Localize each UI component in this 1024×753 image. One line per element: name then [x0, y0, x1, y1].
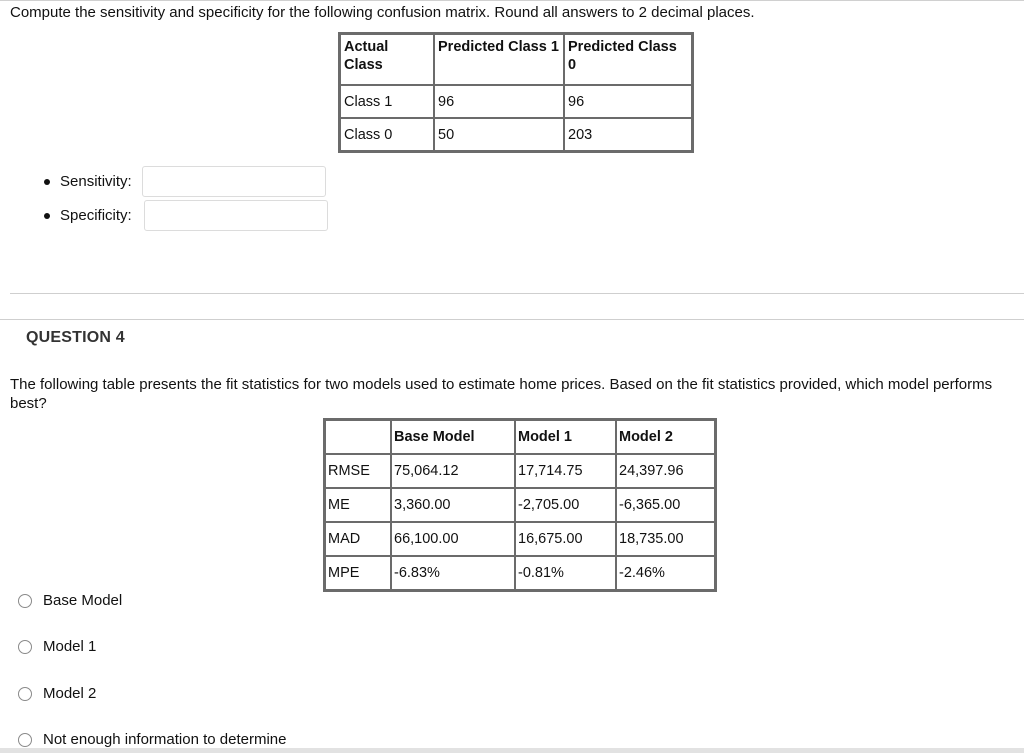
sensitivity-input[interactable] — [142, 166, 326, 197]
fit-row-rmse — [325, 454, 715, 488]
fit-cell: 24,397.96 — [616, 454, 715, 488]
radio-button[interactable] — [18, 733, 32, 747]
section-divider — [10, 293, 1024, 294]
fit-cell: -2,705.00 — [515, 488, 616, 522]
fit-cell: -2.46% — [616, 556, 715, 590]
fit-header-model-1: Model 1 — [515, 420, 616, 454]
radio-button[interactable] — [18, 687, 32, 701]
fit-cell: 3,360.00 — [391, 488, 515, 522]
cm-row — [340, 118, 692, 151]
option-label[interactable]: Not enough information to determine — [43, 731, 287, 748]
fit-cell: -0.81% — [515, 556, 616, 590]
cm-cell: 50 — [434, 118, 564, 151]
fit-cell: MPE — [325, 556, 391, 590]
fit-cell: 75,064.12 — [391, 454, 515, 488]
fit-header-blank — [325, 420, 391, 454]
bullet — [44, 179, 50, 185]
fit-cell: ME — [325, 488, 391, 522]
fit-row-mpe — [325, 556, 715, 590]
question4-title: QUESTION 4 — [26, 329, 125, 346]
option-label[interactable]: Base Model — [43, 592, 123, 609]
cm-cell: 96 — [434, 85, 564, 118]
fit-cell: 17,714.75 — [515, 454, 616, 488]
fit-row-me — [325, 488, 715, 522]
cm-cell: Class 1 — [340, 85, 434, 118]
cm-cell: Class 0 — [340, 118, 434, 151]
radio-button[interactable] — [18, 594, 32, 608]
radio-button[interactable] — [18, 640, 32, 654]
fit-cell: 66,100.00 — [391, 522, 515, 556]
cm-row — [340, 85, 692, 118]
bullet — [44, 213, 50, 219]
fit-cell: MAD — [325, 522, 391, 556]
cm-header-predicted-class-0: Predicted Class 0 — [564, 34, 692, 85]
top-divider — [0, 0, 1024, 1]
fit-cell: 18,735.00 — [616, 522, 715, 556]
bottom-scroll-edge — [0, 748, 1024, 753]
cm-header-predicted-class-1: Predicted Class 1 — [434, 34, 564, 85]
fit-cell: RMSE — [325, 454, 391, 488]
cm-header-actual-class: Actual Class — [340, 34, 434, 85]
fit-cell: 16,675.00 — [515, 522, 616, 556]
question4-prompt: The following table presents the fit statistics for two models used to estimate home prices. Based on the fit statistics provided, which model performs best? — [10, 376, 993, 412]
fit-cell: -6.83% — [391, 556, 515, 590]
cm-cell: 203 — [564, 118, 692, 151]
fit-statistics-table — [323, 418, 717, 592]
fit-cell: -6,365.00 — [616, 488, 715, 522]
fit-header-model-2: Model 2 — [616, 420, 715, 454]
sensitivity-label: Sensitivity: — [60, 173, 132, 190]
specificity-input[interactable] — [144, 200, 328, 231]
option-label[interactable]: Model 2 — [43, 685, 97, 702]
option-label[interactable]: Model 1 — [43, 638, 97, 655]
fit-row-mad — [325, 522, 715, 556]
fit-header-base-model: Base Model — [391, 420, 515, 454]
section-divider — [0, 319, 1024, 320]
specificity-label: Specificity: — [60, 207, 132, 224]
cm-cell: 96 — [564, 85, 692, 118]
confusion-matrix-table — [338, 32, 694, 153]
question3-prompt: Compute the sensitivity and specificity for the following confusion matrix. Round all answers to 2 decimal places. — [10, 4, 755, 21]
